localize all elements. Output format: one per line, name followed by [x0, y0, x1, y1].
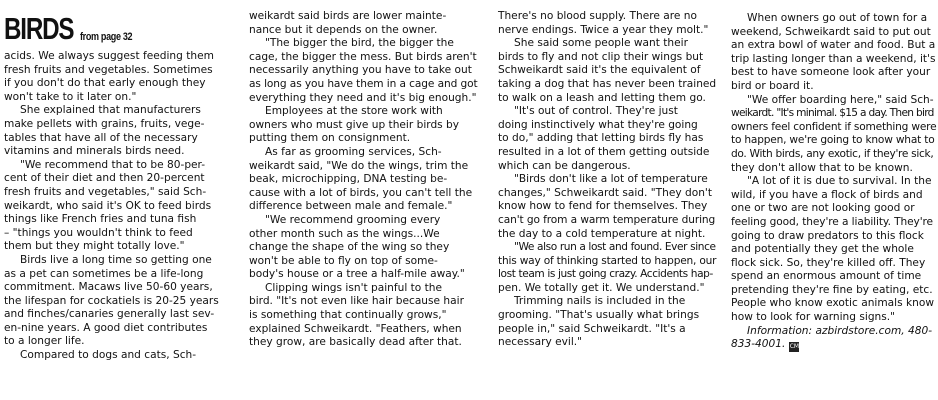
text-line: trip lasting longer than a weekend, it's: [731, 52, 936, 65]
text-line: "Birds don't like a lot of temperature: [514, 173, 708, 186]
text-line: the lifespan for cockatiels is 20-25 years: [4, 294, 219, 307]
text-line: Clipping wings isn't painful to the: [265, 281, 443, 294]
text-line: necessary evil.": [498, 336, 583, 349]
column-4-text: [731, 12, 936, 325]
text-line: and potentially they get the whole: [731, 243, 914, 256]
text-line: commitment. Macaws live 50-60 years,: [4, 281, 213, 294]
text-line: "The bigger the bird, the bigger the: [265, 37, 454, 50]
text-line: the day to a cold temperature at night.: [498, 227, 706, 240]
text-line: know how to fend for themselves. They: [498, 200, 708, 213]
text-line: is something that continually grows,": [249, 309, 447, 322]
text-line: as long as you have them in a cage and got: [249, 77, 478, 90]
text-line: things like French fries and tuna fish: [4, 213, 197, 226]
text-line: to do," adding that letting birds fly has: [498, 132, 704, 145]
text-line: necessarily anything you have to take out: [249, 64, 472, 77]
text-line: difference between male and female.": [249, 200, 453, 213]
text-line: cause with a lot of birds, you can't tell the: [249, 186, 473, 199]
text-line: cent of their diet and then 20-percent: [4, 172, 205, 185]
text-line: they don't allow that to be known.: [731, 161, 913, 174]
end-mark-icon: CM: [789, 343, 800, 351]
text-line: beak, microchipping, DNA testing be-: [249, 173, 448, 186]
article-header: [4, 0, 236, 50]
column-1-text: [4, 50, 236, 363]
text-line: feeling good, they're a liability. They're: [731, 215, 933, 228]
text-line: explained Schweikardt. "Feathers, when: [249, 322, 462, 335]
column-2-text: [249, 10, 481, 350]
section-title: BIRDS: [4, 11, 74, 46]
text-line: spend an enormous amount of time: [731, 270, 922, 283]
text-line: "We recommend grooming every: [265, 213, 441, 226]
text-line: one or two are not looking good or: [731, 202, 915, 215]
text-line: fresh fruits and vegetables," said Sch-: [4, 185, 207, 198]
text-line: other month such as the wings...We: [249, 227, 440, 240]
text-line: wild, if you have a flock of birds and: [731, 188, 923, 201]
text-line: weikardt said birds are lower mainte-: [249, 10, 447, 22]
text-line: – "things you wouldn't think to feed: [4, 226, 193, 239]
article-column-3: [498, 10, 716, 350]
text-line: to a longer life.: [4, 335, 85, 348]
text-line: if you don't do that early enough they: [4, 77, 206, 90]
text-line: putting them on consignment.: [249, 132, 411, 145]
text-line: weikardt, who said it's OK to feed birds: [4, 199, 212, 212]
text-line: best to have someone look after your: [731, 66, 931, 79]
text-line: weekend, Schweikardt said to put out: [731, 25, 931, 38]
text-line: pen. We totally get it. We understand.": [498, 281, 705, 294]
text-line: lost team is just going crazy. Accidents hap-: [498, 268, 713, 281]
jump-line: from page 32: [80, 31, 133, 43]
text-line: can't go from a warm temperature during: [498, 213, 716, 226]
text-line: nerve endings. Twice a year they molt.": [498, 23, 709, 36]
text-line: they grow, are basically dead after that.: [249, 336, 462, 349]
text-line: "We offer boarding here," said Sch-: [747, 93, 934, 106]
text-line: to walk on a leash and letting them go.: [498, 91, 706, 104]
text-line: Schweikardt said it's the equivalent of: [498, 64, 701, 77]
text-line: acids. We always suggest feeding them: [4, 50, 214, 62]
text-line: flock sick. So, they're killed off. They: [731, 256, 926, 269]
text-line: won't be able to fly on top of some-: [249, 254, 438, 267]
text-line: to happen, we're going to know what to: [731, 134, 935, 147]
text-line: do. With birds, any exotic, if they're sick,: [731, 147, 934, 160]
text-line: resulted in a lot of them getting outside: [498, 145, 710, 158]
text-line: body's house or a tree a half-mile away.": [249, 268, 465, 281]
text-line: taking a dog that has never been trained: [498, 77, 717, 90]
column-3-text: [498, 10, 716, 350]
text-line: owners who must give up their birds by: [249, 118, 460, 131]
text-line: weikardt. "It's minimal. $15 a day. Then bird: [731, 107, 934, 120]
text-line: People who know exotic animals know: [731, 297, 934, 310]
text-line: "We also run a lost and found. Ever since: [514, 241, 716, 254]
article-column-1: [4, 0, 236, 363]
text-line: Employees at the store work with: [265, 105, 443, 118]
text-line: "It's out of control. They're just: [514, 105, 678, 118]
text-line: en-nine years. A good diet contributes: [4, 321, 208, 334]
text-line: "We recommend that to be 80-per-: [20, 158, 206, 171]
text-line: and finches/canaries generally last sev-: [4, 308, 215, 321]
text-line: doing instinctively what they're going: [498, 118, 698, 131]
text-line: make pellets with grains, fruits, vege-: [4, 117, 205, 130]
text-line: won't take to it later on.": [4, 90, 137, 103]
text-line: people in," said Schweikardt. "It's a: [498, 322, 686, 335]
text-line: birds to fly and not clip their wings but: [498, 50, 704, 63]
text-line: as a pet can sometimes be a life-long: [4, 267, 204, 280]
text-line: cage, the bigger the mess. But birds aren't: [249, 50, 477, 63]
text-line: change the shape of the wing so they: [249, 241, 450, 254]
text-line: fresh fruits and vegetables. Sometimes: [4, 63, 213, 76]
text-line: bird. "It's not even like hair because hair: [249, 295, 464, 308]
text-line: this way of thinking started to happen, our: [498, 254, 717, 267]
text-line: As far as grooming services, Sch-: [265, 145, 442, 158]
info-line: Information: azbirdstore.com, 480-: [747, 324, 933, 337]
info-line: 833-4001. CM: [731, 338, 800, 351]
text-line: going to draw predators to this flock: [731, 229, 924, 242]
text-line: "A lot of it is due to survival. In the: [747, 175, 932, 188]
text-line: which can be dangerous.: [498, 159, 631, 172]
text-line: how to look for warning signs.": [731, 311, 896, 324]
text-line: an extra bowl of water and food. But a: [731, 39, 936, 52]
text-line: Trimming nails is included in the: [514, 295, 686, 308]
article-column-4: [731, 12, 936, 352]
text-line: everything they need and it's big enough.": [249, 91, 477, 104]
text-line: There's no blood supply. There are no: [498, 10, 697, 22]
text-line: weikardt said, "We do the wings, trim the: [249, 159, 469, 172]
text-line: nance but it depends on the owner.: [249, 23, 438, 36]
text-line: grooming. "That's usually what brings: [498, 309, 700, 322]
text-line: When owners go out of town for a: [747, 12, 928, 24]
text-line: pretending they're fine by eating, etc.: [731, 283, 933, 296]
text-line: them but they might totally love.": [4, 240, 185, 253]
text-line: She explained that manufacturers: [20, 104, 201, 117]
text-line: Compared to dogs and cats, Sch-: [20, 349, 197, 362]
article-column-2: [249, 10, 481, 350]
text-line: vitamins and minerals birds need.: [4, 145, 185, 158]
text-line: bird or board it.: [731, 79, 814, 92]
text-line: tables that have all of the necessary: [4, 131, 198, 144]
text-line: changes," Schweikardt said. "They don't: [498, 186, 712, 199]
text-line: owners feel confident if something were: [731, 120, 937, 133]
text-line: She said some people want their: [514, 37, 688, 50]
text-line: Birds live a long time so getting one: [20, 253, 212, 266]
